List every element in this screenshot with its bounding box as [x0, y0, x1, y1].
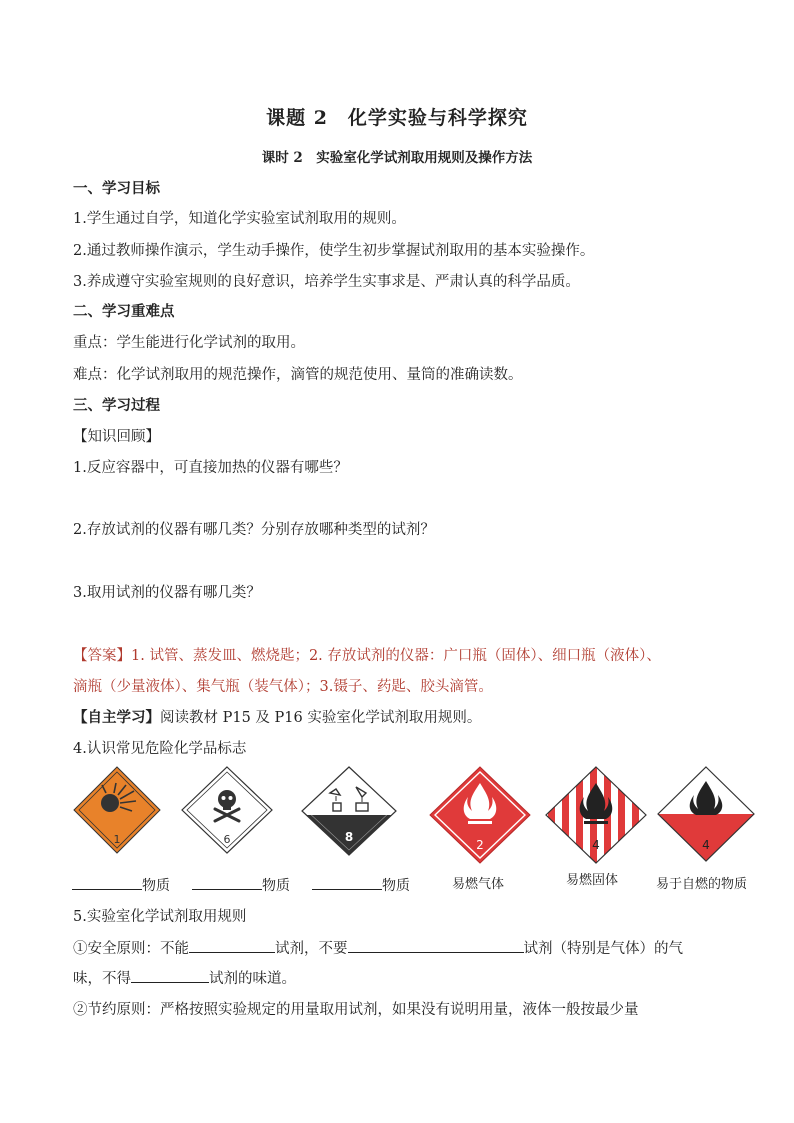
goal-item-3: 3.养成遵守实验室规则的良好意识，培养学生实事求是、严肃认真的科学品质。 — [73, 274, 580, 290]
toxic-sign-icon — [180, 765, 275, 855]
fill-blank[interactable] — [192, 875, 262, 890]
section-heading-key-points: 二、学习重难点 — [73, 303, 175, 320]
page-title: 课题 2 化学实验与科学探究 — [266, 107, 528, 129]
rule-2: ②节约原则：严格按照实验规定的用量取用试剂，如果没有说明用量，液体一般按最少量 — [73, 1002, 639, 1018]
self-study-text: 阅读教材 P15 及 P16 实验室化学试剂取用规则。 — [160, 710, 482, 726]
sign-number: 8 — [344, 830, 354, 844]
flammable-solid-sign-icon — [544, 765, 648, 865]
sign-caption-6: 易于自燃的物质 — [656, 877, 748, 892]
page-subtitle: 课时 2 实验室化学试剂取用规则及操作方法 — [261, 150, 533, 166]
sign-caption-3 — [312, 875, 410, 895]
sign-number: 2 — [476, 838, 484, 852]
answer-line-1: 【答案】1. 试管、蒸发皿、燃烧匙；2. 存放试剂的仪器：广口瓶（固体）、细口瓶（液体）、 — [73, 648, 661, 664]
rule-text: 味，不得 — [73, 971, 131, 987]
fill-blank[interactable] — [189, 938, 275, 953]
fill-blank[interactable] — [312, 875, 382, 890]
explosive-sign-icon — [72, 765, 162, 855]
question-5: 5.实验室化学试剂取用规则 — [73, 909, 247, 925]
rule-text: 试剂（特别是气体）的气 — [523, 941, 683, 957]
caption-text: 物质 — [382, 878, 410, 894]
rule-text: ①安全原则：不能 — [73, 941, 189, 957]
difficult-point: 难点：化学试剂取用的规范操作，滴管的规范使用、量筒的准确读数。 — [73, 367, 523, 383]
sign-number: 1 — [113, 833, 121, 846]
rule-text: 试剂的味道。 — [209, 971, 296, 987]
section-heading-goals: 一、学习目标 — [73, 180, 160, 197]
fill-blank[interactable] — [72, 875, 142, 890]
question-4: 4.认识常见危险化学品标志 — [73, 741, 247, 757]
hazard-signs-row — [72, 765, 762, 895]
question-2: 2.存放试剂的仪器有哪几类？分别存放哪种类型的试剂？ — [73, 522, 435, 538]
key-point: 重点：学生能进行化学试剂的取用。 — [73, 335, 305, 351]
answer-line-2: 滴瓶（少量液体）、集气瓶（装气体）；3.镊子、药匙、胶头滴管。 — [73, 679, 493, 695]
caption-text: 物质 — [262, 878, 290, 894]
goal-item-2: 2.通过教师操作演示，学生动手操作，使学生初步掌握试剂取用的基本实验操作。 — [73, 243, 595, 259]
flammable-gas-sign-icon — [428, 765, 532, 865]
review-heading: 【知识回顾】 — [73, 429, 160, 445]
sign-caption-2 — [192, 875, 290, 895]
rule-text: 试剂，不要 — [275, 941, 348, 957]
sign-caption-4: 易燃气体 — [452, 877, 505, 892]
sign-caption-1 — [72, 875, 170, 895]
goal-item-1: 1.学生通过自学，知道化学实验室试剂取用的规则。 — [73, 211, 406, 227]
sign-number: 6 — [223, 833, 231, 846]
sign-number: 4 — [702, 838, 710, 852]
caption-text: 物质 — [142, 878, 170, 894]
fill-blank[interactable] — [348, 938, 524, 953]
self-study-line — [73, 706, 481, 727]
question-3: 3.取用试剂的仪器有哪几类？ — [73, 585, 261, 601]
fill-blank[interactable] — [131, 968, 209, 983]
self-study-tag: 【自主学习】 — [73, 709, 160, 726]
spontaneous-combustion-sign-icon — [656, 765, 756, 863]
corrosive-sign-icon — [300, 765, 398, 857]
rule-1-line-2 — [73, 967, 296, 988]
section-heading-process: 三、学习过程 — [73, 397, 160, 414]
sign-number: 4 — [592, 838, 600, 852]
question-1: 1.反应容器中，可直接加热的仪器有哪些？ — [73, 460, 348, 476]
rule-1-line-1 — [73, 937, 683, 958]
sign-caption-5: 易燃固体 — [566, 873, 619, 888]
